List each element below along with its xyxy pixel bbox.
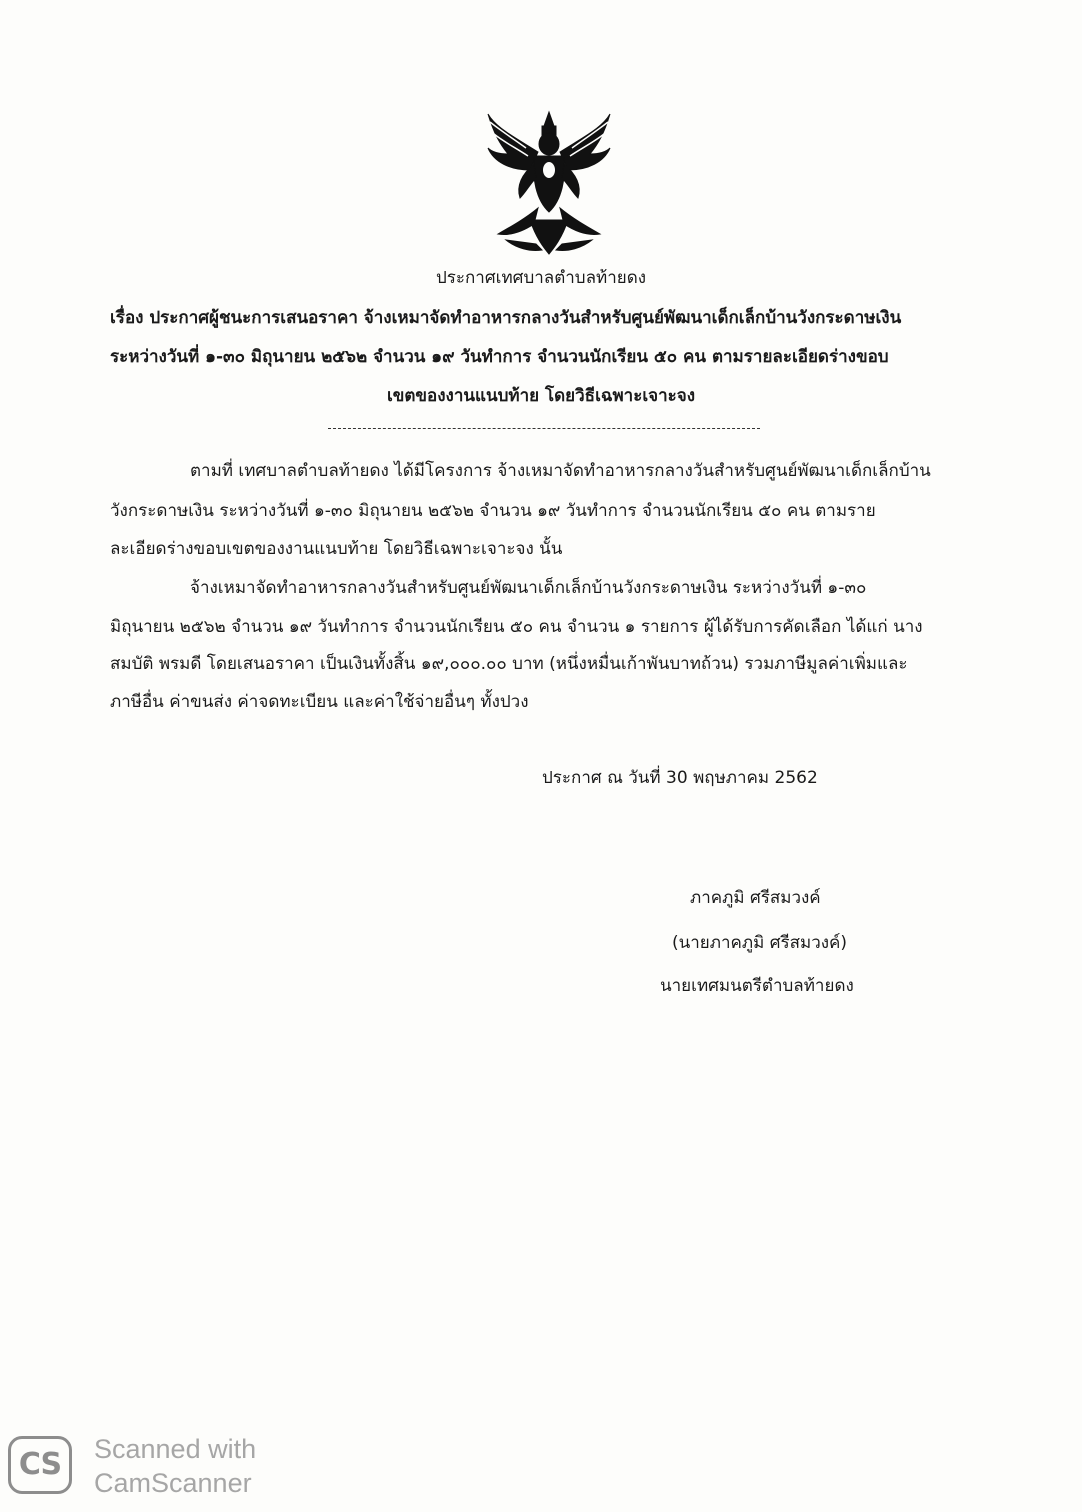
subject-line-1: เรื่อง ประกาศผู้ชนะการเสนอราคา จ้างเหมาจัดทำอาหารกลางวันสำหรับศูนย์พัฒนาเด็กเล็กบ้านวังกระดาษเงิน — [110, 308, 902, 328]
paragraph-2-line-4: ภาษีอื่น ค่าขนส่ง ค่าจดทะเบียน และค่าใช้จ่ายอื่นๆ ทั้งปวง — [110, 692, 529, 712]
paragraph-2-line-2: มิถุนายน ๒๕๖๒ จำนวน ๑๙ วันทำการ จำนวนนักเรียน ๕๐ คน จำนวน ๑ รายการ ผู้ได้รับการคัดเลือก ได้แก่ นาง — [110, 617, 923, 637]
watermark-line-2: CamScanner — [94, 1468, 252, 1498]
garuda-emblem-icon — [486, 108, 612, 258]
subject-line-2: ระหว่างวันที่ ๑-๓๐ มิถุนายน ๒๕๖๒ จำนวน ๑๙ วันทำการ จำนวนนักเรียน ๕๐ คน ตามรายละเอียดร่างขอบ — [110, 347, 889, 367]
signature-printed-name: (นายภาคภูมิ ศรีสมวงค์) — [672, 933, 848, 953]
separator-rule — [328, 428, 760, 429]
paragraph-2-line-1: จ้างเหมาจัดทำอาหารกลางวันสำหรับศูนย์พัฒนาเด็กเล็กบ้านวังกระดาษเงิน ระหว่างวันที่ ๑-๓๐ — [190, 578, 867, 598]
camscanner-logo-icon: CS — [8, 1436, 72, 1494]
issuer-title: ประกาศเทศบาลตำบลท้ายดง — [435, 268, 647, 288]
signature-name: ภาคภูมิ ศรีสมวงค์ — [690, 888, 821, 908]
signature-position: นายเทศมนตรีตำบลท้ายดง — [660, 976, 854, 996]
paragraph-1-line-1: ตามที่ เทศบาลตำบลท้ายดง ได้มีโครงการ จ้างเหมาจัดทำอาหารกลางวันสำหรับศูนย์พัฒนาเด็กเล็กบ้าน — [190, 461, 931, 481]
watermark-line-1: Scanned with — [94, 1434, 257, 1464]
paragraph-2-line-3: สมบัติ พรมดี โดยเสนอราคา เป็นเงินทั้งสิ้น ๑๙,๐๐๐.๐๐ บาท (หนึ่งหมื่นเก้าพันบาทถ้วน) รวมภาษีมูลค่าเพิ่มและ — [110, 654, 908, 674]
paragraph-1-line-2: วังกระดาษเงิน ระหว่างวันที่ ๑-๓๐ มิถุนายน ๒๕๖๒ จำนวน ๑๙ วันทำการ จำนวนนักเรียน ๕๐ คน ตามราย — [110, 501, 876, 521]
subject-line-3: เขตของงานแนบท้าย โดยวิธีเฉพาะเจาะจง — [386, 386, 696, 406]
paragraph-1-line-3: ละเอียดร่างขอบเขตของงานแนบท้าย โดยวิธีเฉพาะเจาะจง นั้น — [110, 539, 563, 559]
camscanner-watermark — [8, 1432, 308, 1502]
announcement-date: ประกาศ ณ วันที่ 30 พฤษภาคม 2562 — [542, 768, 818, 788]
